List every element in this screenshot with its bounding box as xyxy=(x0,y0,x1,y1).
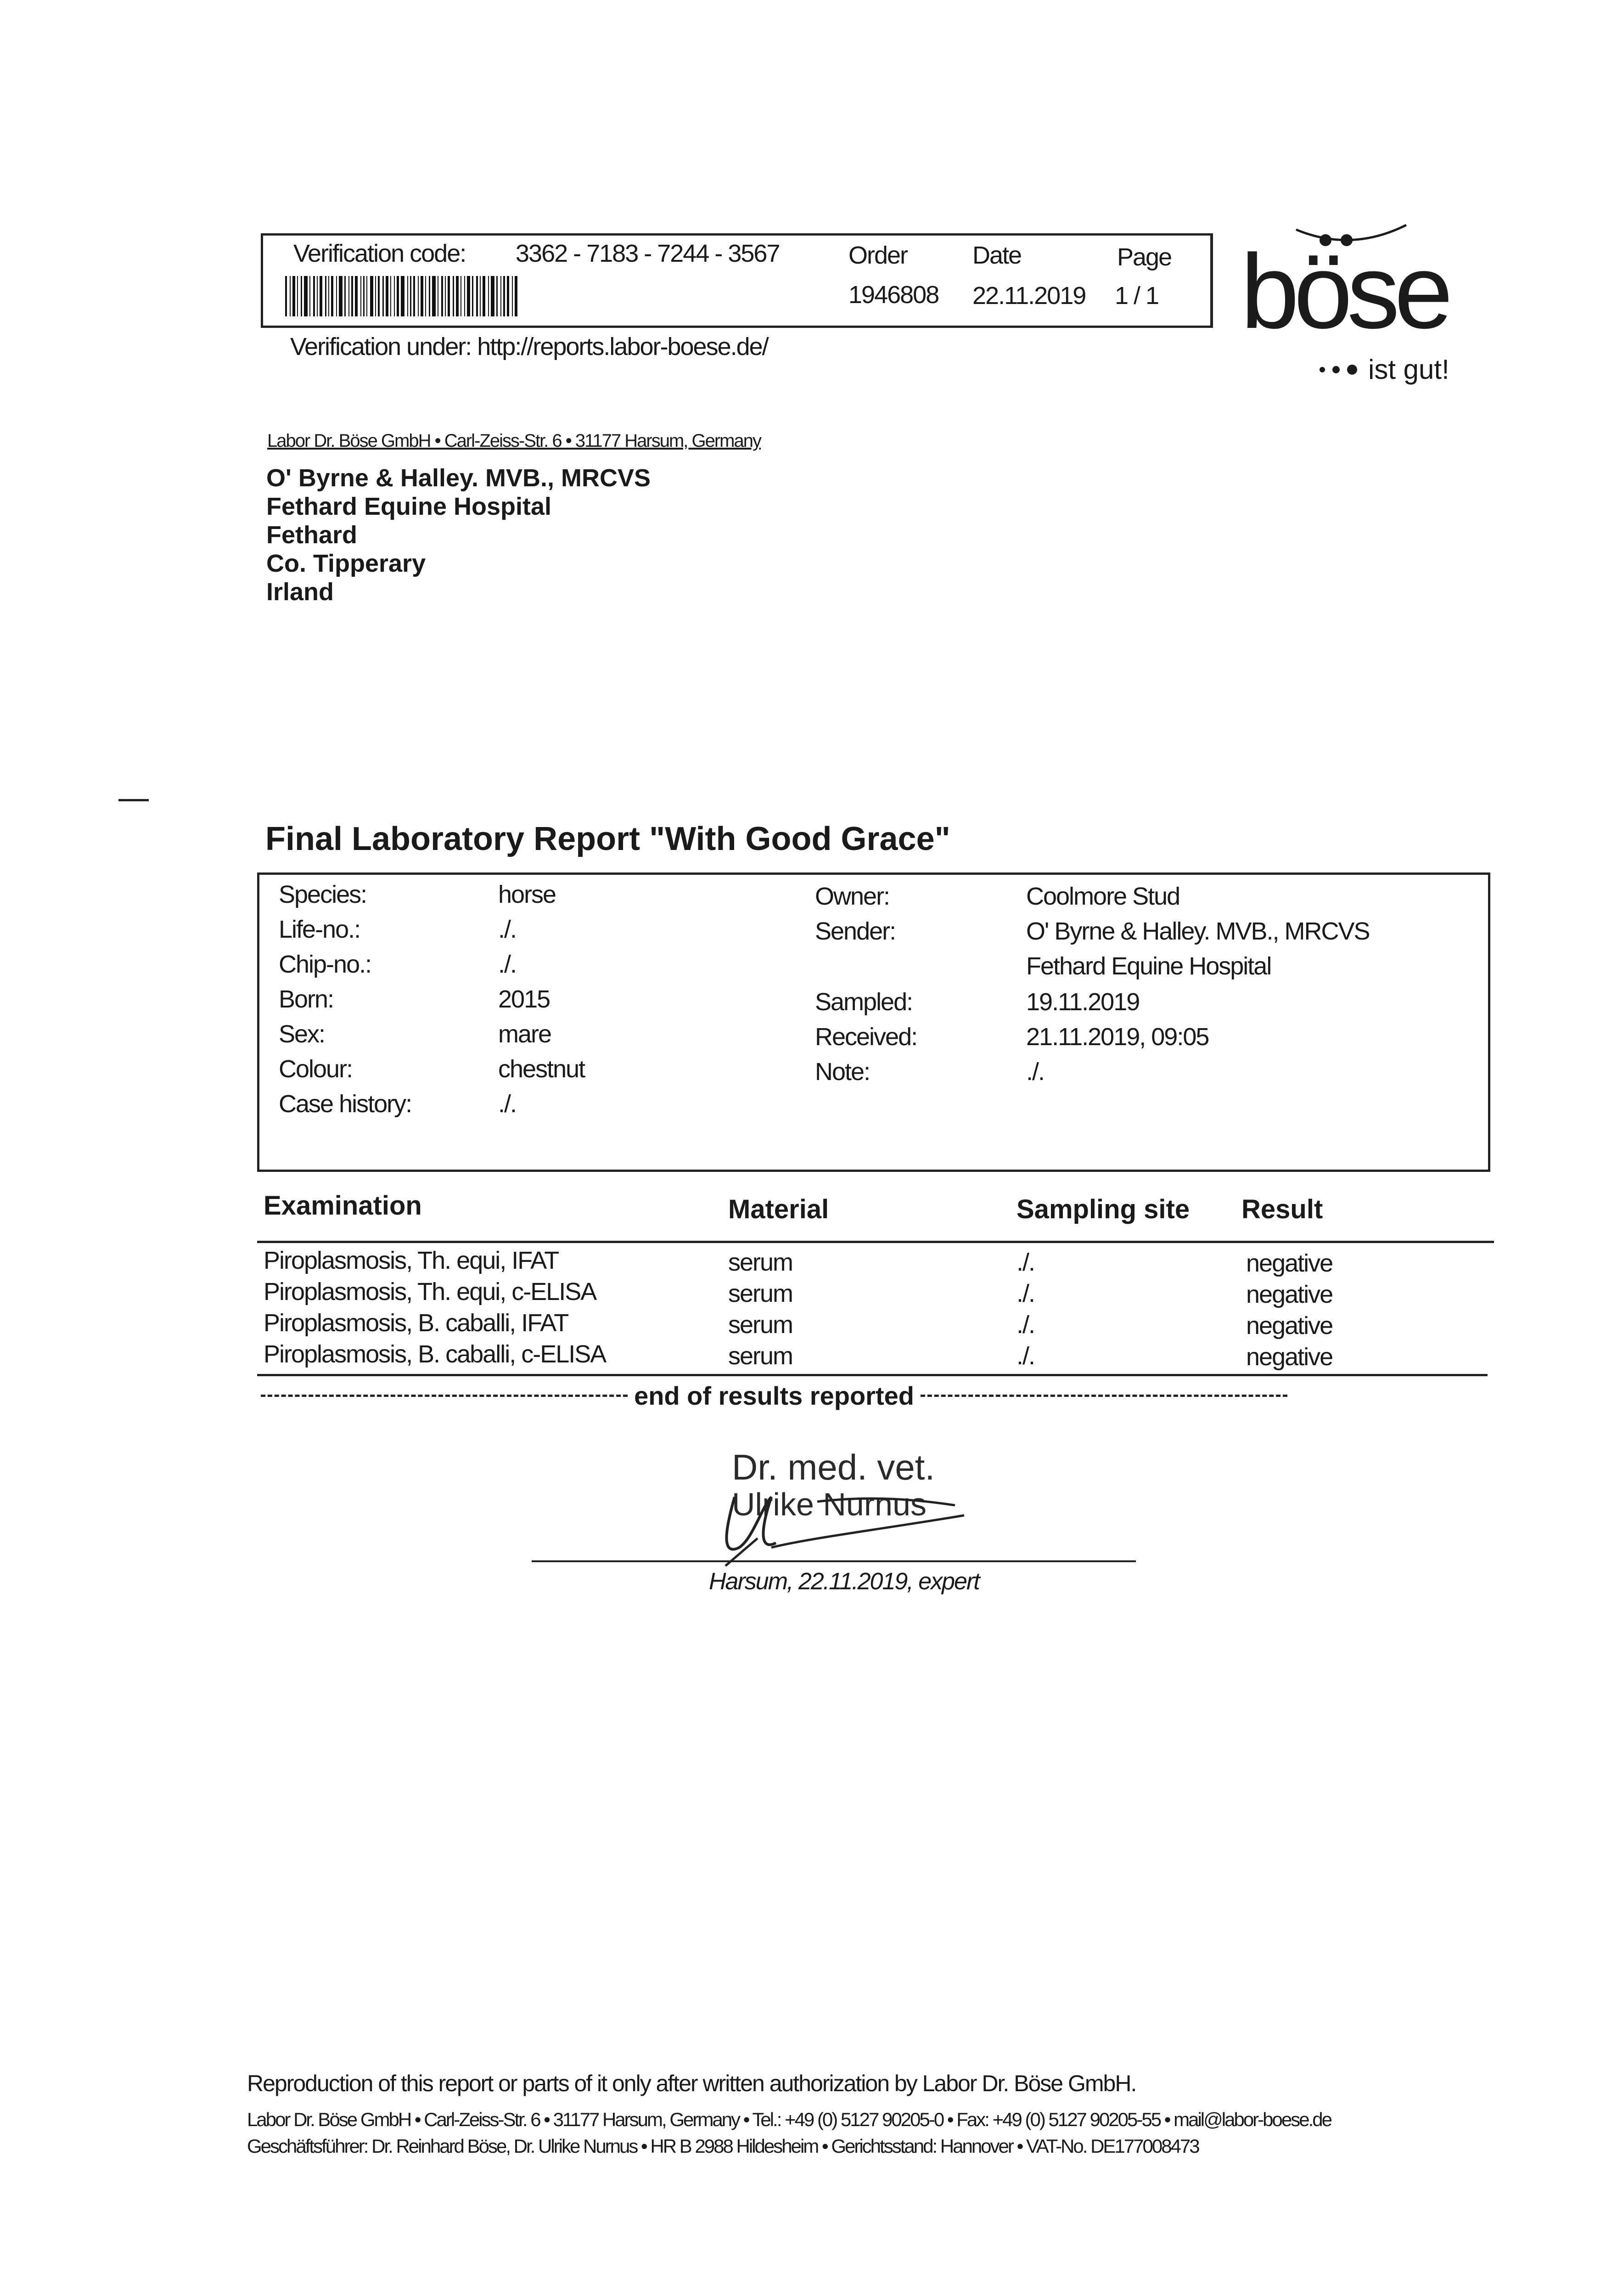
results-table xyxy=(257,1190,1497,1401)
cell-examination: Piroplasmosis, B. caballi, IFAT xyxy=(264,1309,568,1337)
species-label: Species: xyxy=(279,881,367,908)
barcode-bar xyxy=(512,276,513,316)
barcode-bar xyxy=(355,276,358,316)
barcode-bar xyxy=(453,276,454,316)
sender-address-line: Labor Dr. Böse GmbH • Carl-Zeiss-Str. 6 • 31177 Harsum, Germany xyxy=(267,431,761,451)
barcode-bar xyxy=(390,276,391,316)
case-history-label: Case history: xyxy=(279,1090,412,1118)
handwritten-signature-icon xyxy=(707,1479,992,1570)
note-value: ./. xyxy=(1026,1058,1045,1086)
barcode-bar xyxy=(325,276,326,316)
born-label: Born: xyxy=(279,985,334,1013)
colour-value: chestnut xyxy=(498,1055,585,1083)
signature-place-date: Harsum, 22.11.2019, expert xyxy=(709,1568,979,1595)
order-number: 1946808 xyxy=(848,281,939,309)
born-value: 2015 xyxy=(498,985,550,1013)
barcode-bar xyxy=(309,276,310,316)
barcode-bar xyxy=(500,276,501,316)
barcode-bar xyxy=(378,276,380,316)
barcode-bar xyxy=(407,276,408,316)
reproduction-notice: Reproduction of this report or parts of it only after written authorization by Labor Dr. Böse GmbH. xyxy=(247,2071,1136,2096)
barcode-bar xyxy=(339,276,343,316)
barcode-bar xyxy=(386,276,388,316)
recipient-line: Co. Tipperary xyxy=(266,550,426,577)
sender-value-2: Fethard Equine Hospital xyxy=(1026,952,1271,980)
date-label: Date xyxy=(972,242,1022,269)
table-bottom-divider xyxy=(257,1374,1488,1376)
barcode-bar xyxy=(496,276,498,316)
barcode-bar xyxy=(348,276,349,316)
barcode-bar xyxy=(507,276,509,316)
cell-sampling-site: ./. xyxy=(1016,1249,1035,1276)
col-header-result: Result xyxy=(1241,1194,1323,1224)
barcode-bar xyxy=(476,276,478,316)
signature-title: Dr. med. vet. xyxy=(732,1447,935,1487)
end-of-results-text: end of results reported xyxy=(634,1381,914,1410)
barcode-bar xyxy=(328,276,329,316)
dash-line-right xyxy=(921,1395,1287,1397)
barcode-bar xyxy=(344,276,346,316)
verification-url: Verification under: http://reports.labor-boese.de/ xyxy=(290,333,768,360)
barcode xyxy=(285,276,597,316)
barcode-bar xyxy=(360,276,361,316)
logo-tagline xyxy=(1320,354,1449,385)
barcode-bar xyxy=(448,276,450,316)
barcode-bar xyxy=(418,276,419,316)
barcode-bar xyxy=(336,276,337,316)
page-label: Page xyxy=(1117,243,1172,271)
barcode-bar xyxy=(413,276,415,316)
cell-examination: Piroplasmosis, Th. equi, c-ELISA xyxy=(264,1278,596,1306)
end-of-results xyxy=(261,1379,1287,1412)
footer-address: Labor Dr. Böse GmbH • Carl-Zeiss-Str. 6 • 31177 Harsum, Germany • Tel.: +49 (0) 5127 90205-0 • Fax: +49 (0) 5127 90205-55 • mail@labor-boese.de xyxy=(247,2109,1331,2130)
cell-sampling-site: ./. xyxy=(1016,1311,1035,1339)
barcode-bar xyxy=(445,276,446,316)
barcode-bar xyxy=(467,276,470,316)
barcode-bar xyxy=(304,276,308,316)
cell-result: negative xyxy=(1246,1249,1333,1277)
sender-label: Sender: xyxy=(815,917,896,945)
col-header-sampling-site: Sampling site xyxy=(1016,1194,1190,1224)
boese-logo xyxy=(1234,220,1491,395)
cell-sampling-site: ./. xyxy=(1016,1342,1035,1370)
order-label: Order xyxy=(848,242,908,269)
barcode-bar xyxy=(401,276,404,316)
recipient-line: Fethard Equine Hospital xyxy=(266,493,552,520)
sex-label: Sex: xyxy=(279,1020,325,1048)
colour-label: Colour: xyxy=(279,1055,353,1083)
col-header-examination: Examination xyxy=(264,1191,422,1221)
barcode-bar xyxy=(301,276,302,316)
table-row xyxy=(257,1337,1494,1371)
barcode-bar xyxy=(503,276,505,316)
barcode-bar xyxy=(370,276,373,316)
species-value: horse xyxy=(498,881,556,908)
barcode-bar xyxy=(441,276,443,316)
barcode-bar xyxy=(432,276,436,316)
barcode-bar xyxy=(515,276,517,316)
barcode-bar xyxy=(317,276,318,316)
barcode-bar xyxy=(375,276,376,316)
barcode-bar xyxy=(483,276,485,316)
cell-material: serum xyxy=(728,1342,793,1370)
barcode-bar xyxy=(410,276,411,316)
barcode-bar xyxy=(297,276,298,316)
barcode-bar xyxy=(351,276,353,316)
barcode-bar xyxy=(425,276,426,316)
cell-material: serum xyxy=(728,1311,793,1339)
header-divider xyxy=(257,1241,1494,1243)
barcode-bar xyxy=(363,276,365,316)
tagline-dot-icon xyxy=(1320,367,1325,372)
cell-result: negative xyxy=(1246,1281,1333,1308)
sampled-value: 19.11.2019 xyxy=(1026,988,1140,1016)
recipient-line: Irland xyxy=(266,578,334,606)
cell-examination: Piroplasmosis, B. caballi, c-ELISA xyxy=(264,1340,606,1368)
life-no-label: Life-no.: xyxy=(279,916,360,943)
fold-mark xyxy=(118,799,149,801)
recipient-line: O' Byrne & Halley. MVB., MRCVS xyxy=(266,464,651,492)
verification-code-label: Verification code: xyxy=(293,240,466,267)
col-header-material: Material xyxy=(728,1194,829,1224)
cell-result: negative xyxy=(1246,1343,1333,1371)
cell-sampling-site: ./. xyxy=(1016,1280,1035,1307)
barcode-bar xyxy=(397,276,399,316)
patient-info-box xyxy=(257,872,1490,1172)
barcode-bar xyxy=(285,276,287,316)
barcode-bar xyxy=(429,276,430,316)
signature-line xyxy=(532,1560,1136,1562)
verification-box xyxy=(261,233,1213,328)
owner-value: Coolmore Stud xyxy=(1026,883,1180,910)
sender-value: O' Byrne & Halley. MVB., MRCVS xyxy=(1026,917,1370,945)
page-number: 1 / 1 xyxy=(1115,282,1159,310)
tagline-dot-icon xyxy=(1347,365,1357,375)
sex-value: mare xyxy=(498,1020,551,1048)
barcode-bar xyxy=(464,276,465,316)
owner-label: Owner: xyxy=(815,883,890,910)
barcode-bar xyxy=(456,276,459,316)
report-title: Final Laboratory Report "With Good Grace" xyxy=(265,821,950,857)
recipient-address xyxy=(266,464,651,606)
tagline-dot-icon xyxy=(1332,366,1340,373)
logo-wordmark: böse xyxy=(1241,232,1448,350)
table-row xyxy=(257,1244,1494,1275)
barcode-bar xyxy=(313,276,315,316)
dash-line-left xyxy=(261,1395,628,1397)
logo-tagline-text: ist gut! xyxy=(1368,354,1449,385)
sampled-label: Sampled: xyxy=(815,988,913,1016)
received-label: Received: xyxy=(815,1023,917,1051)
barcode-bar xyxy=(382,276,384,316)
signature-printed-name: Ulrike Nurnus xyxy=(732,1486,927,1522)
barcode-bar xyxy=(421,276,423,316)
barcode-bar xyxy=(292,276,295,316)
cell-result: negative xyxy=(1246,1312,1333,1339)
barcode-bar xyxy=(290,276,291,316)
chip-no-value: ./. xyxy=(498,951,517,978)
barcode-bar xyxy=(472,276,473,316)
barcode-bar xyxy=(394,276,395,316)
barcode-bar xyxy=(320,276,322,316)
footer-management: Geschäftsführer: Dr. Reinhard Böse, Dr. Ulrike Nurnus • HR B 2988 Hildesheim • Gerichtsstand: Hannover • VAT-No. DE177008473 xyxy=(247,2135,1199,2157)
cell-material: serum xyxy=(728,1280,793,1307)
cell-material: serum xyxy=(728,1249,793,1276)
note-label: Note: xyxy=(815,1058,870,1086)
barcode-bar xyxy=(331,276,333,316)
received-value: 21.11.2019, 09:05 xyxy=(1026,1023,1209,1051)
chip-no-label: Chip-no.: xyxy=(279,951,371,978)
report-date: 22.11.2019 xyxy=(972,282,1086,310)
verification-code: 3362 - 7183 - 7244 - 3567 xyxy=(516,240,780,267)
barcode-bar xyxy=(480,276,481,316)
table-row xyxy=(257,1275,1494,1306)
life-no-value: ./. xyxy=(498,916,517,943)
barcode-bar xyxy=(488,276,489,316)
table-row xyxy=(257,1306,1494,1337)
recipient-line: Fethard xyxy=(266,521,358,549)
case-history-value: ./. xyxy=(498,1090,517,1118)
barcode-bar xyxy=(491,276,494,316)
cell-examination: Piroplasmosis, Th. equi, IFAT xyxy=(264,1247,559,1274)
barcode-bar xyxy=(366,276,367,316)
